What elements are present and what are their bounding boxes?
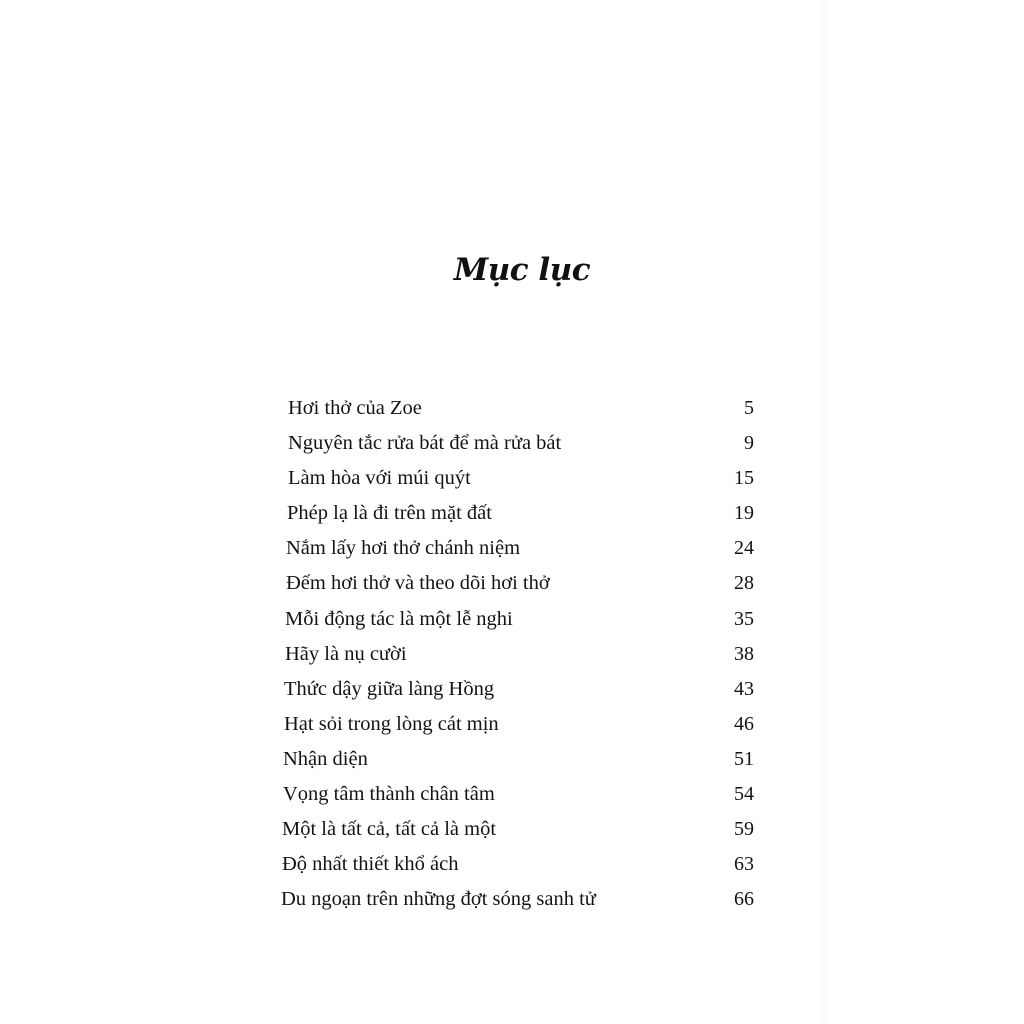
toc-entry [0, 709, 1024, 744]
toc-entry [0, 849, 1024, 884]
toc-entry [0, 604, 1024, 639]
toc-entry [0, 744, 1024, 779]
toc-entry-title: Một là tất cả, tất cả là một [282, 818, 497, 841]
toc-entry-page: 59 [734, 818, 754, 841]
toc-entry [0, 674, 1024, 709]
toc-entry [0, 568, 1024, 603]
toc-entry-page: 51 [734, 747, 754, 770]
toc-entry-title: Đếm hơi thở và theo dõi hơi thở [286, 572, 550, 595]
toc-entry [0, 639, 1024, 674]
toc-entry [0, 533, 1024, 568]
toc-entry-page: 5 [744, 397, 754, 419]
page-title: Mục lục [453, 252, 591, 288]
toc-entry-page: 43 [734, 677, 754, 700]
toc-entry-page: 28 [734, 572, 754, 595]
toc-entry-page: 15 [734, 467, 754, 490]
toc-entry-title: Vọng tâm thành chân tâm [283, 783, 495, 806]
toc-entry [0, 779, 1024, 814]
toc-entry-title: Hơi thở của Zoe [288, 397, 422, 419]
toc-entry-page: 38 [734, 642, 754, 665]
toc-entry [0, 428, 1024, 463]
toc-entry [0, 463, 1024, 498]
toc-entry [0, 884, 1024, 919]
toc-entry [0, 393, 1024, 428]
toc-entry-page: 35 [734, 607, 754, 630]
toc-entry-page: 63 [734, 853, 754, 876]
toc-entry-title: Hãy là nụ cười [285, 642, 407, 665]
toc-entry-page: 9 [744, 432, 754, 455]
toc-entry-title: Thức dậy giữa làng Hồng [284, 677, 495, 700]
toc-entry [0, 498, 1024, 533]
toc-entry-page: 19 [734, 502, 754, 525]
toc-entry-title: Nắm lấy hơi thở chánh niệm [286, 537, 521, 560]
toc-entry-page: 66 [734, 888, 754, 911]
toc-entry-title: Làm hòa với múi quýt [288, 467, 471, 490]
toc-entry-page: 54 [734, 783, 754, 806]
toc-entry-title: Nguyên tắc rửa bát để mà rửa bát [288, 432, 562, 455]
toc-entry-title: Mỗi động tác là một lễ nghi [285, 607, 513, 630]
toc-entry [0, 814, 1024, 849]
toc-entry-title: Phép lạ là đi trên mặt đất [287, 502, 492, 525]
toc-entry-title: Nhận diện [283, 747, 368, 770]
toc-entry-title: Độ nhất thiết khổ ách [282, 853, 459, 876]
toc-entry-page: 24 [734, 537, 754, 560]
toc-entry-title: Du ngoạn trên những đợt sóng sanh tử [281, 888, 596, 911]
toc-entry-title: Hạt sỏi trong lòng cát mịn [284, 712, 499, 735]
table-of-contents [0, 393, 1024, 919]
toc-entry-page: 46 [734, 712, 754, 735]
